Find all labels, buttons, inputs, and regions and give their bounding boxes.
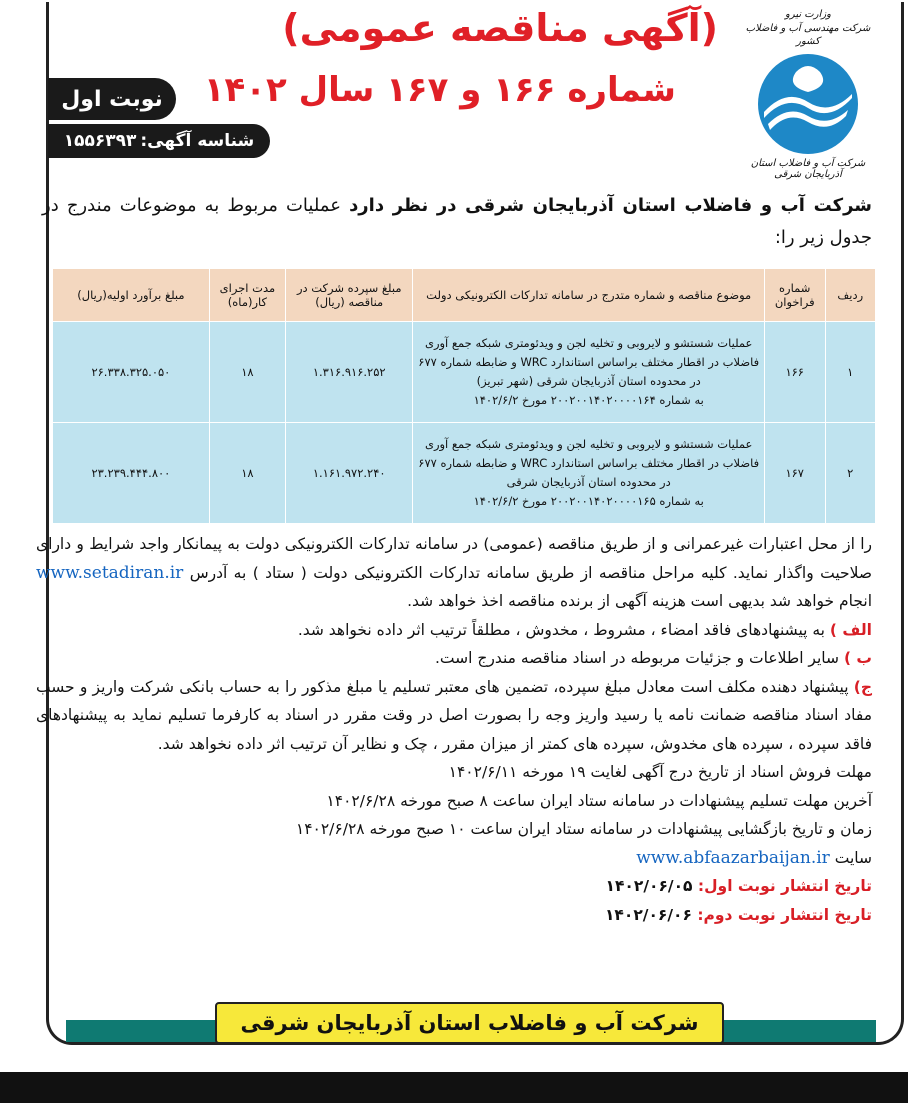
cell-duration: ۱۸ (209, 322, 285, 423)
cell-estimate: ۲۶.۳۳۸.۳۲۵.۰۵۰ (53, 322, 210, 423)
company-logo (738, 8, 878, 178)
ad-id-label: شناسه آگهی: (140, 131, 255, 151)
cell-estimate: ۲۳.۲۳۹.۴۴۴.۸۰۰ (53, 423, 210, 524)
clause-b-label: ب ) (843, 649, 872, 667)
cell-description (413, 322, 764, 423)
clause-c (36, 673, 872, 759)
header-deposit: مبلغ سپرده شرکت در مناقصه (ریال) (285, 269, 413, 322)
table-row (53, 322, 876, 423)
header-row: ردیف (825, 269, 875, 322)
ad-id-badge (48, 124, 270, 158)
cell-row: ۲ (825, 423, 875, 524)
clause-b (36, 644, 872, 673)
round-badge: نوبت اول (48, 78, 176, 120)
clause-c-label: ج) (853, 677, 872, 696)
description-text: عملیات شستشو و لایروبی و تخلیه لجن و ویدئومتری شبکه جمع آوری فاضلاب در اقطار مختلف براساس استاندارد WRC و ضابطه شماره ۶۷۷ در محدوده استان آذربایجان شرقی (418, 437, 760, 489)
deadline-submit: آخرین مهلت تسلیم پیشنهادات در سامانه ستاد ایران ساعت ۸ صبح مورخه ۱۴۰۲/۶/۲۸ (326, 791, 872, 810)
pub2-date: ۱۴۰۲/۰۶/۰۶ (604, 905, 698, 924)
cell-duration: ۱۸ (209, 423, 285, 524)
ministry-label: وزارت نیرو (784, 9, 831, 20)
site-label: سایت (834, 848, 872, 867)
deadline-sale: مهلت فروش اسناد از تاریخ درج آگهی لغایت ۱۹ مورخه ۱۴۰۲/۶/۱۱ (448, 763, 872, 781)
intro-rest: عملیات مربوط به موضوعات مندرج در جدول زیر را: (42, 195, 872, 248)
table-header-row (53, 269, 876, 322)
setadiran-link[interactable]: www.setadiran.ir (36, 562, 184, 583)
bottom-black-strip (0, 1072, 908, 1103)
ad-subtitle: شماره ۱۶۶ و ۱۶۷ سال ۱۴۰۲ (203, 70, 676, 110)
clause-c-text: پیشنهاد دهنده مکلف است معادل مبلغ سپرده، تضمین های معتبر تسلیم یا مبلغ مذکور را به حساب بانکی شرکت واریز و حسب مفاد اسناد مناقصه ضمانت نامه یا رسید واریز وجه را بصورت اصل در وقت مقرر در اسناد به کارفرما تسلیم نماید به پیشنهادهای فاقد سپرده ، سپرده های مخدوش، سپرده های کمتر از میزان مقرر ، چک و نظایر آن ترتیب اثر داده نخواهد شد. (36, 677, 872, 753)
body-p1-text: را از محل اعتبارات غیرعمرانی و از طریق مناقصه (عمومی) در سامانه تدارکات الکترونیکی دولت به پیمانکار واجد شرایط و دارای صلاحیت واگذار نماید. کلیه مراحل مناقصه از طریق سامانه تدارکات الکترونیکی دولت ( ستاد ) به آدرس (36, 535, 872, 582)
header-description: موضوع مناقصه و شماره متدرج در سامانه تدارکات الکترونیکی دولت (413, 269, 764, 322)
intro-bold: شرکت آب و فاضلاب استان آذربایجان شرقی در نظر دارد (349, 195, 872, 216)
publish-date-1 (36, 872, 872, 901)
clause-b-text: سایر اطلاعات و جزئیات مربوطه در اسناد مناقصه مندرج است. (434, 649, 844, 667)
body-paragraph-1 (36, 530, 872, 616)
header-duration: مدت اجرای کار(ماه) (209, 269, 285, 322)
description-reference: به شماره ۲۰۰۲۰۰۱۴۰۲۰۰۰۰۱۶۴ مورخ ۱۴۰۲/۶/۲ (473, 393, 704, 407)
clause-a (36, 616, 872, 645)
cell-row: ۱ (825, 322, 875, 423)
water-drop-logo-icon (756, 52, 860, 156)
table-row (53, 423, 876, 524)
ad-title: (آگهی مناقصه عمومی) (282, 6, 718, 50)
publish-date-2 (36, 901, 872, 930)
header-estimate: مبلغ برآورد اولیه(ریال) (53, 269, 210, 322)
cell-description (413, 423, 764, 524)
cell-deposit: ۱.۱۶۱.۹۷۲.۲۴۰ (285, 423, 413, 524)
tender-table (52, 268, 876, 524)
site-line (36, 844, 872, 873)
ad-id-value: ۱۵۵۶۳۹۳ (63, 131, 137, 151)
intro-paragraph (42, 190, 872, 254)
cell-number: ۱۶۶ (764, 322, 825, 423)
abfa-site-link[interactable]: www.abfaazarbaijan.ir (636, 847, 830, 868)
body-p1-end: انجام خواهد شد بدیهی است هزینه آگهی از برنده مناقصه اخذ خواهد شد. (407, 592, 872, 610)
cell-deposit: ۱.۳۱۶.۹۱۶.۲۵۲ (285, 322, 413, 423)
header-number: شماره فراخوان (764, 269, 825, 322)
logo-company-bottom: شرکت آب و فاضلاب استان آذربایجان شرقی (750, 158, 866, 180)
clause-a-label: الف ) (829, 620, 872, 639)
clause-a-text: به پیشنهادهای فاقد امضاء ، مشروط ، مخدوش ، مطلقاً ترتیب اثر داده نخواهد شد. (297, 620, 830, 639)
logo-company-top: شرکت مهندسی آب و فاضلاب کشور (745, 23, 871, 47)
pub2-label: تاریخ انتشار نوبت دوم: (697, 905, 872, 924)
description-reference: به شماره ۲۰۰۲۰۰۱۴۰۲۰۰۰۰۱۶۵ مورخ ۱۴۰۲/۶/۲ (473, 494, 704, 508)
opening-date: زمان و تاریخ بازگشایی پیشنهادات در سامانه ستاد ایران ساعت ۱۰ صبح مورخه ۱۴۰۲/۶/۲۸ (295, 820, 872, 838)
footer-company: شرکت آب و فاضلاب استان آذربایجان شرقی (215, 1002, 724, 1044)
pub1-label: تاریخ انتشار نوبت اول: (697, 877, 872, 895)
description-text: عملیات شستشو و لایروبی و تخلیه لجن و ویدئومتری شبکه جمع آوری فاضلاب در اقطار مختلف براساس استاندارد WRC و ضابطه شماره ۶۷۷ در محدوده استان آذربایجان شرقی (شهر تبریز) (418, 336, 760, 388)
ad-body (36, 530, 872, 929)
pub1-date: ۱۴۰۲/۰۶/۰۵ (605, 877, 698, 895)
cell-number: ۱۶۷ (764, 423, 825, 524)
